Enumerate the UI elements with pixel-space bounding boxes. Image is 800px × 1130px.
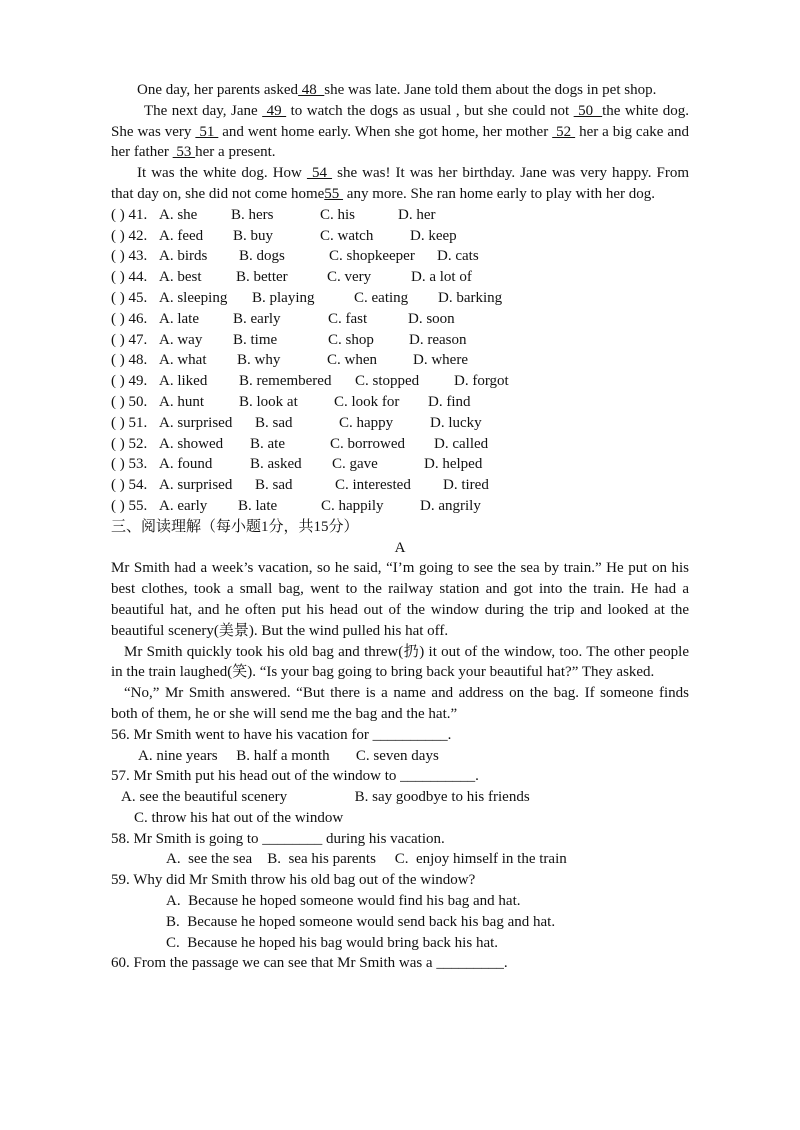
option-d: D. find: [428, 393, 471, 410]
option-d: D. her: [398, 206, 436, 223]
blank-50: 50: [573, 102, 603, 119]
blank-52: 52: [552, 123, 576, 140]
question-59-option-b: B. Because he hoped someone would send back his bag and hat.: [166, 913, 556, 930]
text-run: and went home early. When she got home, her mother: [218, 123, 553, 140]
question-56: 56. Mr Smith went to have his vacation for __________.: [111, 726, 452, 743]
question-number: ( ) 50.: [111, 393, 148, 410]
option-b: B. buy: [233, 227, 274, 244]
question-number: ( ) 46.: [111, 310, 148, 327]
cloze-question-row: [111, 454, 689, 475]
option-d: D. barking: [438, 289, 503, 306]
passage-paragraph-1: [111, 80, 689, 101]
passage-paragraph-2: [111, 101, 689, 163]
cloze-question-row: [111, 413, 689, 434]
option-a: A. surprised: [159, 477, 233, 494]
option-d: D. forgot: [454, 373, 509, 390]
cloze-question-row: [111, 226, 689, 247]
text-run: her a big cake and her father: [111, 123, 690, 161]
cloze-question-row: [111, 475, 689, 496]
reading-paragraph-3: “No,” Mr Smith answered. “But there is a name and address on the bag. If someone finds both of them, he or she will send me the bag and the hat.”: [111, 685, 689, 722]
option-b: B. remembered: [239, 373, 332, 390]
text-run: she was! It was her birthday. Jane was very happy. From that day on, she did not come home: [111, 165, 690, 202]
option-d: D. helped: [424, 456, 483, 473]
blank-49: 49: [262, 102, 287, 119]
question-number: ( ) 49.: [111, 373, 148, 390]
question-57-options-ab: A. see the beautiful scenery B. say goodbye to his friends: [121, 789, 530, 806]
option-c: C. when: [327, 352, 377, 369]
page-content: [111, 80, 689, 974]
reading-paragraph-2: Mr Smith quickly took his old bag and threw(扔) it out of the window, too. The other people in the train laughed(笑). “Is your bag going to bring back your beautiful hat?” They asked.: [111, 643, 689, 681]
option-d: D. soon: [408, 310, 455, 327]
reading-paragraph-1: Mr Smith had a week’s vacation, so he said, “I’m going to see the sea by train.” He put on his best clothes, took a small bag, went to the railway station and got into the train. He had a beautiful hat, and he often put his head out of the window during the trip and looked at the beautiful scenery(美景). But the wind pulled his hat off.: [111, 560, 689, 639]
option-b: B. hers: [231, 206, 274, 223]
question-60: 60. From the passage we can see that Mr Smith was a _________.: [111, 955, 508, 972]
option-c: C. stopped: [355, 373, 420, 390]
option-b: B. sad: [255, 414, 293, 431]
option-c: C. shopkeeper: [329, 248, 415, 265]
option-a: A. late: [159, 310, 199, 327]
question-57: 57. Mr Smith put his head out of the window to __________.: [111, 768, 479, 785]
question-number: ( ) 51.: [111, 414, 148, 431]
passage-paragraph-3: [111, 163, 689, 205]
option-b: B. early: [233, 310, 281, 327]
option-b: B. sad: [255, 477, 293, 494]
option-c: C. look for: [334, 393, 400, 410]
option-a: A. sleeping: [159, 289, 228, 306]
option-c: C. happily: [321, 497, 384, 514]
question-number: ( ) 41.: [111, 206, 148, 223]
option-a: A. hunt: [159, 393, 204, 410]
question-57-option-c: C. throw his hat out of the window: [134, 809, 344, 826]
question-58: 58. Mr Smith is going to ________ during his vacation.: [111, 830, 445, 847]
option-a: A. liked: [159, 373, 208, 390]
cloze-question-row: [111, 205, 689, 226]
cloze-question-row: [111, 330, 689, 351]
cloze-question-row: [111, 434, 689, 455]
cloze-question-list: [111, 205, 689, 517]
text-run: she was late. Jane told them about the dogs in pet shop.: [324, 82, 657, 98]
blank-55: 55: [324, 185, 344, 202]
question-56-options: A. nine years B. half a month C. seven days: [138, 747, 439, 764]
option-c: C. fast: [328, 310, 368, 327]
cloze-question-row: [111, 309, 689, 330]
option-c: C. shop: [328, 331, 374, 348]
option-b: B. why: [237, 352, 281, 369]
question-number: ( ) 45.: [111, 289, 148, 306]
cloze-question-row: [111, 496, 689, 517]
blank-51: 51: [195, 123, 219, 140]
option-c: C. his: [320, 206, 356, 223]
option-d: D. a lot of: [411, 269, 472, 286]
question-59-option-a: A. Because he hoped someone would find his bag and hat.: [166, 893, 521, 910]
text-run: The next day, Jane: [144, 102, 263, 119]
option-b: B. better: [236, 269, 288, 286]
option-d: D. where: [413, 352, 468, 369]
option-c: C. very: [327, 269, 372, 286]
question-59-option-c: C. Because he hoped his bag would bring back his hat.: [166, 934, 499, 951]
option-c: C. watch: [320, 227, 374, 244]
option-c: C. happy: [339, 414, 394, 431]
section-3-heading: 三、阅读理解（每小题1分，共15分）: [111, 518, 359, 535]
option-c: C. borrowed: [330, 435, 405, 452]
option-a: A. showed: [159, 435, 224, 452]
option-a: A. way: [159, 331, 203, 348]
option-a: A. what: [159, 352, 207, 369]
option-c: C. eating: [354, 289, 409, 306]
question-number: ( ) 55.: [111, 497, 148, 514]
question-number: ( ) 44.: [111, 269, 148, 286]
cloze-question-row: [111, 392, 689, 413]
question-number: ( ) 52.: [111, 435, 148, 452]
text-run: any more. She ran home early to play with her dog.: [343, 185, 656, 202]
option-d: D. cats: [437, 248, 479, 265]
question-59: 59. Why did Mr Smith throw his old bag out of the window?: [111, 872, 476, 889]
option-a: A. she: [159, 206, 198, 223]
option-d: D. tired: [443, 477, 489, 494]
option-c: C. gave: [332, 456, 378, 473]
option-b: B. dogs: [239, 248, 285, 265]
question-number: ( ) 42.: [111, 227, 148, 244]
cloze-question-row: [111, 267, 689, 288]
question-number: ( ) 43.: [111, 248, 148, 265]
text-run: It was the white dog. How: [137, 165, 307, 182]
option-b: B. ate: [250, 435, 285, 452]
option-b: B. late: [238, 497, 278, 514]
option-d: D. called: [434, 435, 489, 452]
text-run: the white dog. She was very: [111, 102, 689, 140]
option-d: D. reason: [409, 331, 467, 348]
text-run: her a present.: [195, 144, 276, 161]
cloze-question-row: [111, 246, 689, 267]
cloze-question-row: [111, 371, 689, 392]
option-d: D. lucky: [430, 414, 482, 431]
option-c: C. interested: [335, 477, 411, 494]
option-b: B. look at: [239, 393, 298, 410]
blank-53: 53: [172, 144, 196, 161]
question-number: ( ) 47.: [111, 331, 148, 348]
question-number: ( ) 53.: [111, 456, 148, 473]
option-b: B. asked: [250, 456, 302, 473]
option-a: A. found: [159, 456, 213, 473]
question-number: ( ) 54.: [111, 477, 148, 494]
option-a: A. feed: [159, 227, 204, 244]
option-a: A. early: [159, 497, 208, 514]
option-a: A. surprised: [159, 414, 233, 431]
option-d: D. angrily: [420, 497, 481, 514]
option-a: A. birds: [159, 248, 208, 265]
blank-48: 48: [298, 82, 325, 98]
text-run: to watch the dogs as usual , but she could not: [286, 102, 574, 119]
question-number: ( ) 48.: [111, 352, 148, 369]
passage-a-label: A: [394, 539, 406, 556]
cloze-question-row: [111, 350, 689, 371]
option-b: B. playing: [252, 289, 315, 306]
option-a: A. best: [159, 269, 202, 286]
blank-54: 54: [306, 165, 333, 182]
option-b: B. time: [233, 331, 278, 348]
question-58-options: A. see the sea B. sea his parents C. enjoy himself in the train: [166, 851, 567, 868]
option-d: D. keep: [410, 227, 457, 244]
text-run: One day, her parents asked: [137, 82, 299, 98]
cloze-question-row: [111, 288, 689, 309]
